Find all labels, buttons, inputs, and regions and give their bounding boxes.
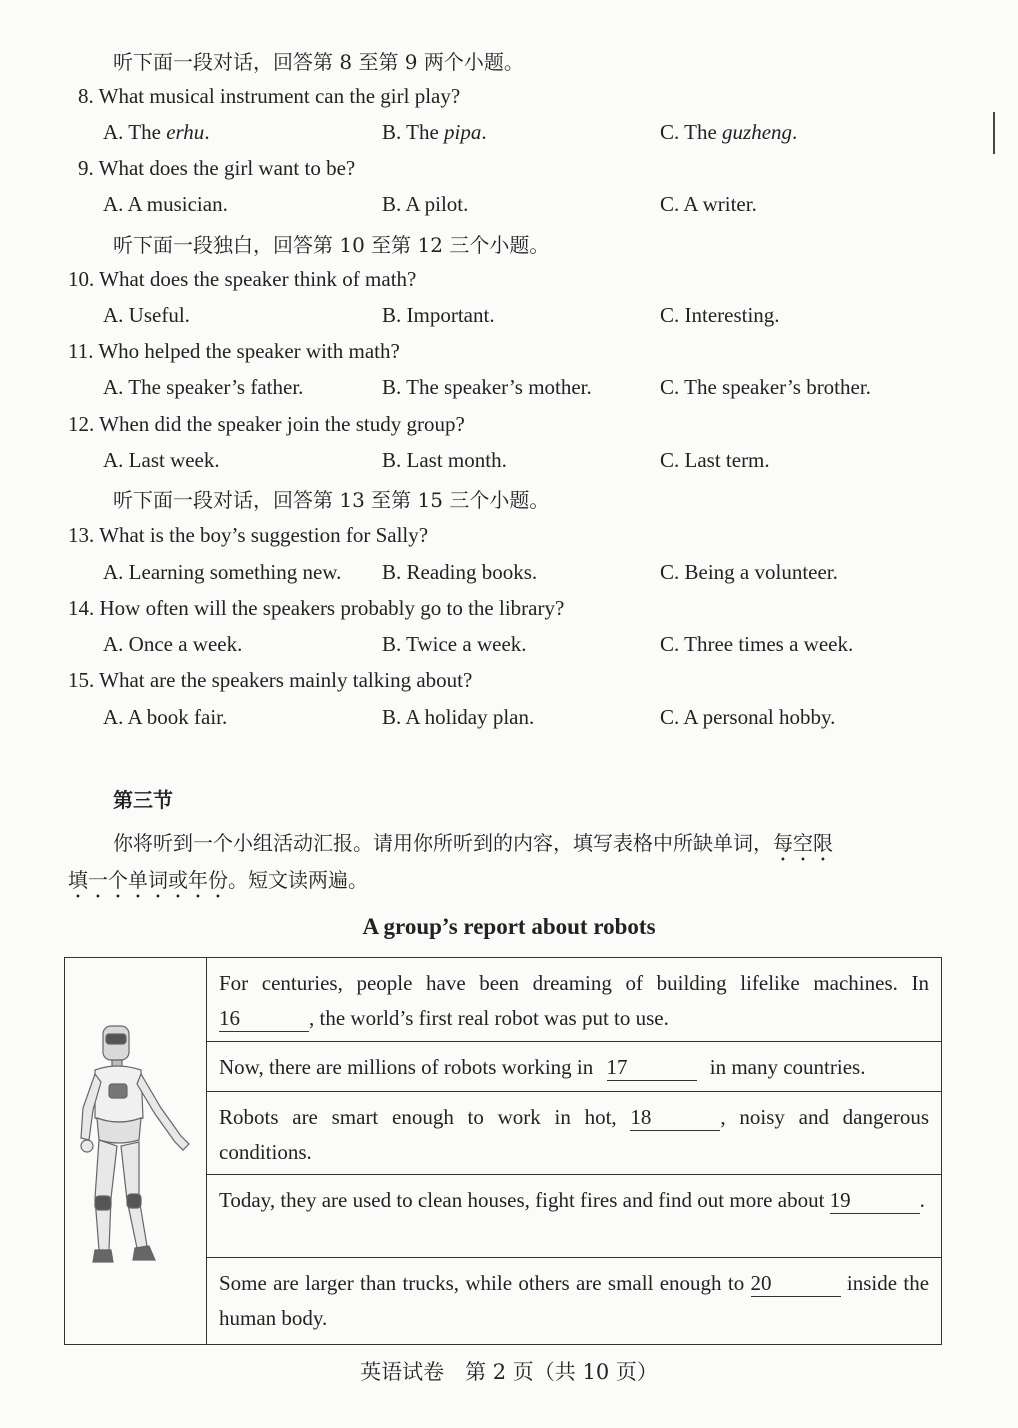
question-13-option-b: B. Reading books. <box>382 560 538 584</box>
question-14-stem: 14. How often will the speakers probably go to the library? <box>68 596 565 620</box>
row-3-text: Robots are smart enough to work in hot, <box>219 1105 617 1129</box>
question-12-option-c: C. Last term. <box>660 448 770 472</box>
report-table <box>64 957 942 1345</box>
section-3-heading: 第三节 <box>113 788 173 812</box>
table-title: A group’s report about robots <box>362 914 656 939</box>
question-10-option-c: C. Interesting. <box>660 303 780 327</box>
blank-18[interactable]: 18 <box>630 1104 720 1131</box>
row-5-text: Some are larger than trucks, while others are small enough to <box>219 1271 745 1295</box>
question-8-stem: 8. What musical instrument can the girl play? <box>78 84 461 108</box>
question-9-stem: 9. What does the girl want to be? <box>78 156 356 180</box>
instruction-q10-12: 听下面一段独白，回答第 10 至第 12 三个小题。 <box>113 233 550 257</box>
report-row-2 <box>207 1042 942 1092</box>
robot-illustration <box>65 958 206 1338</box>
question-12-stem: 12. When did the speaker join the study group? <box>68 412 465 436</box>
question-15-stem: 15. What are the speakers mainly talking about? <box>68 668 473 692</box>
question-8-option-b: B. The pipa. <box>382 120 487 144</box>
row-4-text-end: . <box>919 1188 925 1212</box>
report-row-1 <box>207 958 942 1042</box>
page-footer: 英语试卷 第 2 页（共 10 页） <box>360 1360 658 1384</box>
blank-17[interactable]: 17 <box>607 1054 697 1081</box>
question-11-option-b: B. The speaker’s mother. <box>382 375 592 399</box>
section-3-instruction-line-1: 你将听到一个小组活动汇报。请用你所听到的内容，填写表格中所缺单词，每空限 <box>113 831 833 855</box>
report-row-3 <box>207 1092 942 1175</box>
instruction-q8-9: 听下面一段对话，回答第 8 至第 9 两个小题。 <box>113 50 524 74</box>
question-11-option-a: A. The speaker’s father. <box>103 375 304 399</box>
row-5-text-end: inside the human body. <box>219 1271 930 1330</box>
section-3-instruction-line-2: 填一个单词或年份。短文读两遍。 <box>68 868 368 892</box>
row-1-text-end: , the world’s first real robot was put to use. <box>309 1006 669 1030</box>
scan-mark <box>993 112 995 154</box>
question-10-option-a: A. Useful. <box>103 303 190 327</box>
blank-20[interactable]: 20 <box>751 1270 841 1297</box>
question-9-option-c: C. A writer. <box>660 192 757 216</box>
question-13-stem: 13. What is the boy’s suggestion for Sally? <box>68 523 429 547</box>
question-8-option-a: A. The erhu. <box>103 120 210 144</box>
question-9-option-b: B. A pilot. <box>382 192 469 216</box>
instruction-q13-15: 听下面一段对话，回答第 13 至第 15 三个小题。 <box>113 488 550 512</box>
row-4-text: Today, they are used to clean houses, fight fires and find out more about <box>219 1188 825 1212</box>
row-2-text: Now, there are millions of robots working in <box>219 1055 594 1079</box>
report-row-5 <box>207 1258 942 1345</box>
question-14-option-c: C. Three times a week. <box>660 632 854 656</box>
question-12-option-a: A. Last week. <box>103 448 220 472</box>
blank-19[interactable]: 19 <box>830 1187 920 1214</box>
row-1-text: For centuries, people have been dreaming of building lifelike machines. In <box>219 971 929 995</box>
row-3-text-end: , noisy and dangerous conditions. <box>219 1105 929 1164</box>
question-10-option-b: B. Important. <box>382 303 495 327</box>
question-11-option-c: C. The speaker’s brother. <box>660 375 871 399</box>
question-10-stem: 10. What does the speaker think of math? <box>68 267 417 291</box>
question-15-option-b: B. A holiday plan. <box>382 705 535 729</box>
question-15-option-c: C. A personal hobby. <box>660 705 836 729</box>
question-13-option-c: C. Being a volunteer. <box>660 560 838 584</box>
row-2-text-end: in many countries. <box>709 1055 866 1079</box>
question-12-option-b: B. Last month. <box>382 448 507 472</box>
question-8-option-c: C. The guzheng. <box>660 120 798 144</box>
question-14-option-a: A. Once a week. <box>103 632 243 656</box>
question-13-option-a: A. Learning something new. <box>103 560 342 584</box>
blank-16[interactable]: 16 <box>219 1005 309 1032</box>
report-row-4 <box>207 1175 942 1258</box>
question-9-option-a: A. A musician. <box>103 192 228 216</box>
question-15-option-a: A. A book fair. <box>103 705 228 729</box>
question-11-stem: 11. Who helped the speaker with math? <box>68 339 400 363</box>
question-14-option-b: B. Twice a week. <box>382 632 527 656</box>
robot-illustration-cell <box>65 958 207 1345</box>
